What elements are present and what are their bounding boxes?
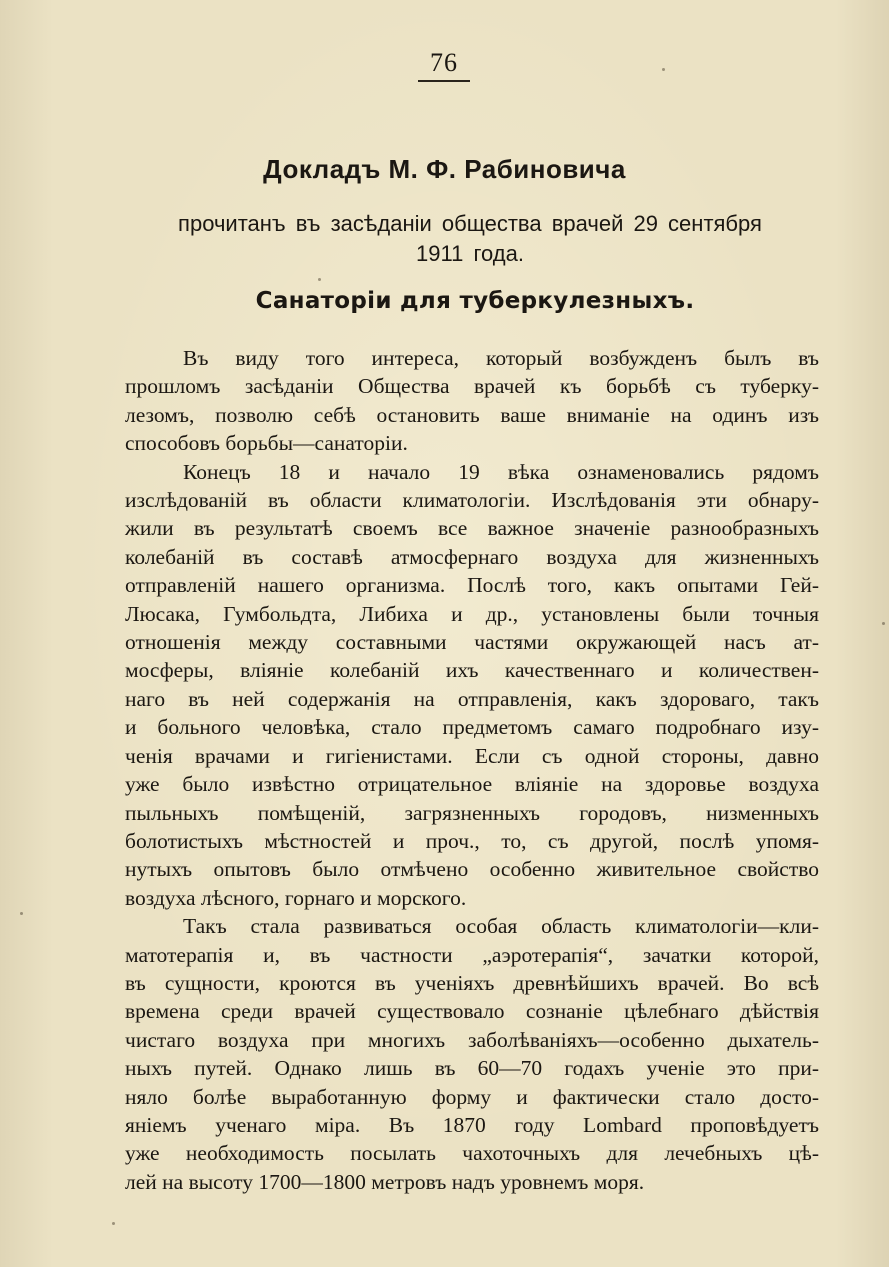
text-line: лезомъ, позволю себѣ остановить ваше вниманіе на одинъ изъ: [125, 402, 819, 427]
text-line: воздуха лѣсного, горнаго и морского.: [125, 885, 467, 910]
text-line: Люсака, Гумбольдта, Либиха и др., установлены были точныя: [125, 601, 819, 626]
text-line: нутыхъ опытовъ было отмѣчено особенно живительное свойство: [125, 857, 819, 882]
text-line: чистаго воздуха при многихъ заболѣваніяхъ—особенно дыхатель-: [125, 1027, 819, 1052]
text-line: способовъ борьбы—санаторіи.: [125, 431, 408, 456]
subtitle-line: прочитанъ въ засѣданіи общества врачей 29 сентября: [178, 211, 762, 236]
text-line: матотерапія и, въ частности „аэротерапія“, зачатки которой,: [125, 942, 819, 967]
text-line: мосферы, вліяніе колебаній ихъ качественнаго и количествен-: [125, 658, 819, 683]
text-line: прошломъ засѣданіи Общества врачей къ борьбѣ съ туберку-: [125, 374, 819, 399]
text-line: отправленій нашего организма. Послѣ того, какъ опытами Гей-: [125, 573, 819, 598]
text-line: ныхъ путей. Однако лишь въ 60—70 годахъ ученіе это при-: [125, 1056, 819, 1081]
body-text: [125, 344, 819, 1196]
text-line: лей на высоту 1700—1800 метровъ надъ уровнемъ моря.: [125, 1169, 645, 1194]
text-line: въ сущности, кроются въ ученіяхъ древнѣйшихъ врачей. Во всѣ: [125, 970, 819, 995]
text-line: и больного человѣка, стало предметомъ самаго подробнаго изу-: [125, 715, 819, 740]
text-line: наго въ ней содержанія на отправленія, какъ здороваго, такъ: [125, 686, 819, 711]
article-heading: Санаторіи для туберкулезныхъ.: [255, 288, 695, 314]
text-line: колебаній въ составѣ атмосфернаго воздуха для жизненныхъ: [125, 544, 819, 569]
paper-speck: [882, 622, 885, 625]
subtitle-line: 1911 года.: [416, 241, 524, 266]
paper-speck: [20, 912, 23, 915]
text-line: пыльныхъ помѣщеній, загрязненныхъ городовъ, низменныхъ: [125, 800, 819, 825]
text-line: изслѣдованій въ области климатологіи. Изслѣдованія эти обнару-: [125, 488, 819, 513]
text-line: уже необходимость посылать чахоточныхъ для лечебныхъ цѣ-: [125, 1141, 819, 1166]
text-line: ченія врачами и гигіенистами. Если съ одной стороны, давно: [125, 743, 819, 768]
text-line: Конецъ 18 и начало 19 вѣка ознаменовались рядомъ: [183, 459, 819, 484]
text-line: времена среди врачей существовало сознаніе цѣлебнаго дѣйствія: [125, 999, 819, 1024]
text-line: няло болѣе выработанную форму и фактически стало досто-: [125, 1084, 819, 1109]
text-line: Такъ стала развиваться особая область климатологіи—кли-: [183, 914, 819, 939]
text-line: Въ виду того интереса, который возбужденъ былъ въ: [183, 346, 819, 370]
text-line: отношенія между составными частями окружающей насъ ат-: [125, 630, 819, 655]
page-number: 76: [418, 48, 470, 82]
paper-speck: [318, 278, 321, 281]
text-line: болотистыхъ мѣстностей и проч., то, съ другой, послѣ упомя-: [125, 828, 819, 853]
text-line: уже было извѣстно отрицательное вліяніе на здоровье воздуха: [125, 772, 819, 797]
text-line: яніемъ ученаго міра. Въ 1870 году Lombard проповѣдуетъ: [125, 1112, 819, 1137]
text-line: жили въ результатѣ своемъ все важное значеніе разнообразныхъ: [125, 516, 819, 541]
paper-speck: [662, 68, 665, 71]
report-title: Докладъ М. Ф. Рабиновича: [263, 154, 626, 184]
paper-speck: [112, 1222, 115, 1225]
report-subtitle: [120, 209, 820, 269]
